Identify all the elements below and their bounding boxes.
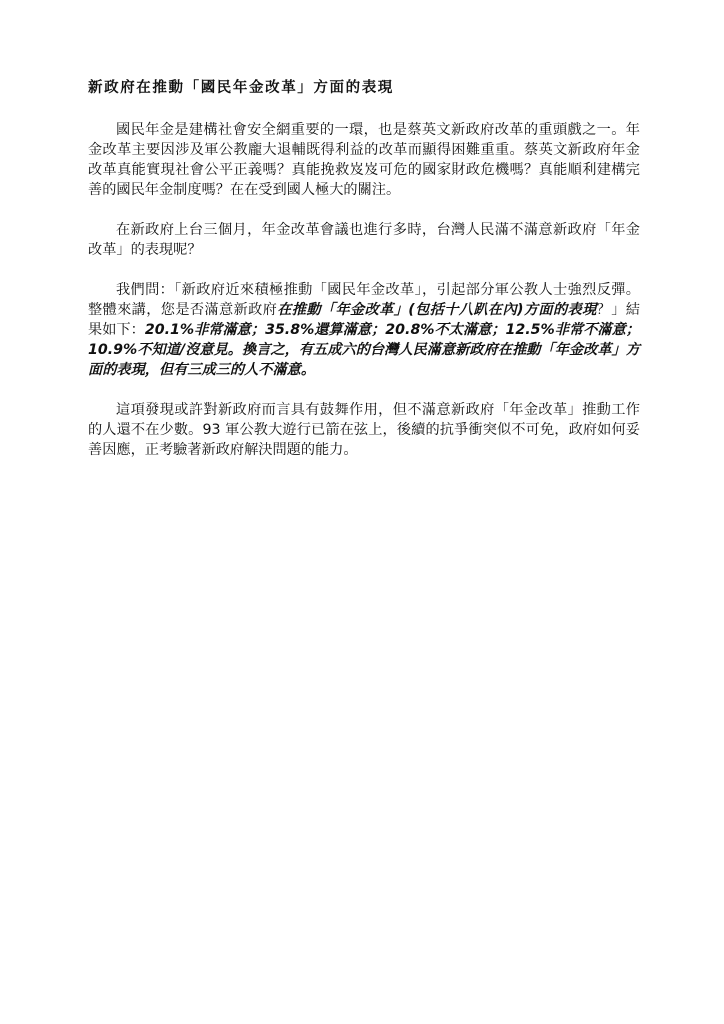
results-question-text: 我們問：「新政府近來積極推動「國民年金改革」，引起部分軍公教人士強烈反彈。整體來講，您是否滿意新政府 xyxy=(88,282,640,318)
results-figures: 20.1%非常滿意；35.8%還算滿意；20.8%不太滿意；12.5%非常不滿意；10.9%不知道/沒意見。換言之，有五成六的台灣人民滿意新政府在推動「年金改革」方面的表現，但有三成三的人不滿意。 xyxy=(88,322,640,378)
paragraph-results xyxy=(88,280,640,380)
results-question-end: ？」結果如下： xyxy=(88,302,640,338)
paragraph-question: 在新政府上台三個月，年金改革會議也進行多時，台灣人民滿不滿意新政府「年金改革」的表現呢？ xyxy=(88,222,640,258)
paragraph-conclusion: 這項發現或許對新政府而言具有鼓舞作用，但不滿意新政府「年金改革」推動工作的人還不在少數。93 軍公教大遊行已箭在弦上，後續的抗爭衝突似不可免，政府如何妥善因應，正考驗著新政府解決問題的能力。 xyxy=(88,402,640,458)
document-title: 新政府在推動「國民年金改革」方面的表現 xyxy=(88,79,394,96)
document-page xyxy=(88,78,640,480)
results-question-emphasis: 在推動「年金改革」(包括十八趴在內)方面的表現 xyxy=(277,302,597,318)
paragraph-intro: 國民年金是建構社會安全網重要的一環，也是蔡英文新政府改革的重頭戲之一。年金改革主要因涉及軍公教龐大退輔既得利益的改革而顯得困難重重。蔡英文新政府年金改革真能實現社會公平正義嗎？真能挽救岌岌可危的國家財政危機嗎？真能順利建構完善的國民年金制度嗎？在在受到國人極大的關注。 xyxy=(88,122,640,198)
